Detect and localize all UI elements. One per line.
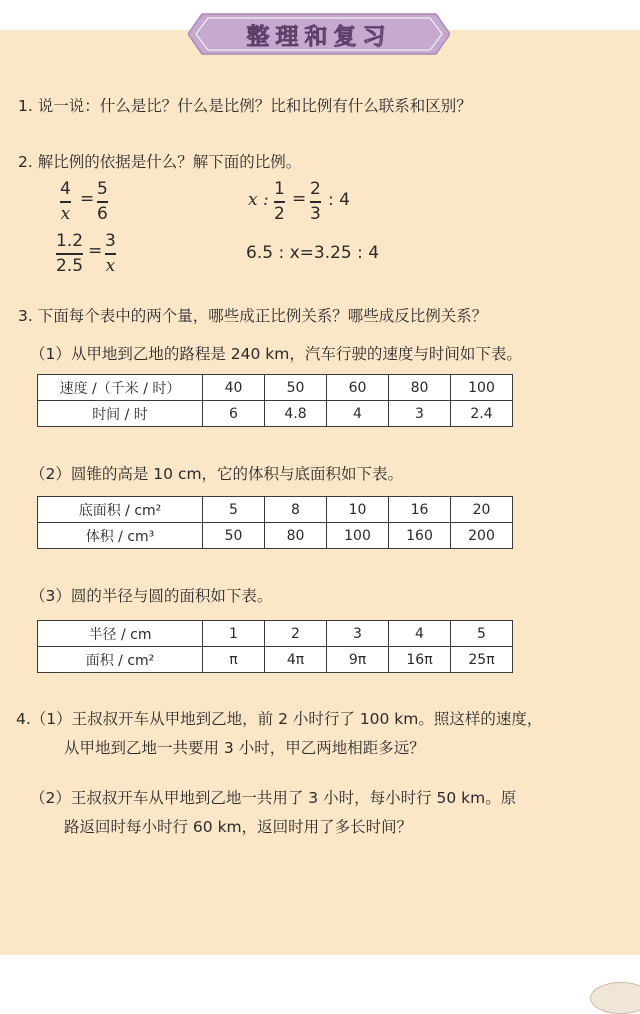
fraction bbox=[274, 180, 285, 224]
table-row bbox=[38, 523, 513, 549]
table-cell: 5 bbox=[203, 497, 265, 523]
denominator: 2 bbox=[274, 203, 285, 224]
question-4-part-1-line-2: 从甲地到乙地一共要用 3 小时，甲乙两地相距多远？ bbox=[64, 739, 425, 757]
table-cell: 80 bbox=[389, 375, 451, 401]
question-1: 1. 说一说：什么是比？什么是比例？比和比例有什么联系和区别？ bbox=[18, 97, 472, 115]
table-row bbox=[38, 647, 513, 673]
table-speed-time bbox=[37, 374, 513, 427]
table-cell: 50 bbox=[265, 375, 327, 401]
table-radius-area bbox=[37, 620, 513, 673]
numerator: 3 bbox=[105, 231, 116, 251]
row-header: 时间 / 时 bbox=[38, 401, 203, 427]
question-2: 2. 解比例的依据是什么？解下面的比例。 bbox=[18, 153, 302, 171]
row-header: 底面积 / cm² bbox=[38, 497, 203, 523]
table-cell: 60 bbox=[327, 375, 389, 401]
table-cell: 6 bbox=[203, 401, 265, 427]
table-cell: 5 bbox=[451, 621, 513, 647]
question-4-part-1-line-1: 4.（1）王叔叔开车从甲地到乙地，前 2 小时行了 100 km。照这样的速度， bbox=[16, 710, 543, 728]
page-title: 整理和复习 bbox=[246, 23, 392, 50]
table-row bbox=[38, 497, 513, 523]
table-cell: 4 bbox=[327, 401, 389, 427]
equation-4: 6.5 : x=3.25 : 4 bbox=[246, 243, 380, 263]
fraction bbox=[60, 180, 71, 224]
table-cell: 100 bbox=[327, 523, 389, 549]
table-cell: 160 bbox=[389, 523, 451, 549]
table-cell: 100 bbox=[451, 375, 513, 401]
question-4-part-2-line-1: （2）王叔叔开车从甲地到乙地一共用了 3 小时，每小时行 50 km。原 bbox=[30, 789, 517, 807]
table-base-volume bbox=[37, 496, 513, 549]
denominator: 2.5 bbox=[56, 255, 84, 276]
equals-sign: = bbox=[292, 189, 307, 209]
table-cell: 16 bbox=[389, 497, 451, 523]
table-1-caption: （1）从甲地到乙地的路程是 240 km，汽车行驶的速度与时间如下表。 bbox=[30, 345, 522, 363]
equals-sign: = bbox=[88, 241, 103, 261]
table-cell: 200 bbox=[451, 523, 513, 549]
row-header: 体积 / cm³ bbox=[38, 523, 203, 549]
table-cell: 3 bbox=[389, 401, 451, 427]
table-cell: 8 bbox=[265, 497, 327, 523]
equals-sign: = bbox=[80, 189, 95, 209]
table-cell: 2 bbox=[265, 621, 327, 647]
fraction bbox=[56, 232, 83, 276]
question-3: 3. 下面每个表中的两个量，哪些成正比例关系？哪些成反比例关系？ bbox=[18, 307, 488, 325]
table-row bbox=[38, 401, 513, 427]
table-cell: 4 bbox=[389, 621, 451, 647]
table-cell: 25π bbox=[451, 647, 513, 673]
equation-lead: x : bbox=[248, 190, 269, 210]
header-banner bbox=[188, 10, 450, 58]
numerator: 1 bbox=[274, 179, 285, 199]
numerator: 4 bbox=[60, 179, 71, 199]
table-cell: 4π bbox=[265, 647, 327, 673]
table-row bbox=[38, 375, 513, 401]
table-cell: 16π bbox=[389, 647, 451, 673]
table-2-caption: （2）圆锥的高是 10 cm，它的体积与底面积如下表。 bbox=[30, 465, 404, 483]
fraction bbox=[105, 232, 116, 276]
table-cell: 1 bbox=[203, 621, 265, 647]
fraction bbox=[97, 180, 108, 224]
table-cell: 2.4 bbox=[451, 401, 513, 427]
equation-tail: : 4 bbox=[328, 190, 350, 210]
denominator: 3 bbox=[310, 203, 321, 224]
table-cell: 80 bbox=[265, 523, 327, 549]
table-row bbox=[38, 621, 513, 647]
table-cell: 10 bbox=[327, 497, 389, 523]
table-cell: 4.8 bbox=[265, 401, 327, 427]
denominator: 6 bbox=[97, 203, 108, 224]
table-cell: 9π bbox=[327, 647, 389, 673]
fraction bbox=[310, 180, 321, 224]
question-4-part-2-line-2: 路返回时每小时行 60 km，返回时用了多长时间？ bbox=[64, 818, 413, 836]
table-cell: 50 bbox=[203, 523, 265, 549]
numerator: 1.2 bbox=[56, 231, 84, 251]
row-header: 面积 / cm² bbox=[38, 647, 203, 673]
table-3-caption: （3）圆的半径与圆的面积如下表。 bbox=[30, 587, 273, 605]
numerator: 2 bbox=[310, 179, 321, 199]
denominator: x bbox=[60, 203, 71, 224]
numerator: 5 bbox=[97, 179, 108, 199]
corner-decoration bbox=[590, 982, 640, 1014]
table-cell: 40 bbox=[203, 375, 265, 401]
table-cell: π bbox=[203, 647, 265, 673]
denominator: x bbox=[105, 255, 116, 276]
row-header: 半径 / cm bbox=[38, 621, 203, 647]
table-cell: 20 bbox=[451, 497, 513, 523]
row-header: 速度 /（千米 / 时） bbox=[38, 375, 203, 401]
table-cell: 3 bbox=[327, 621, 389, 647]
